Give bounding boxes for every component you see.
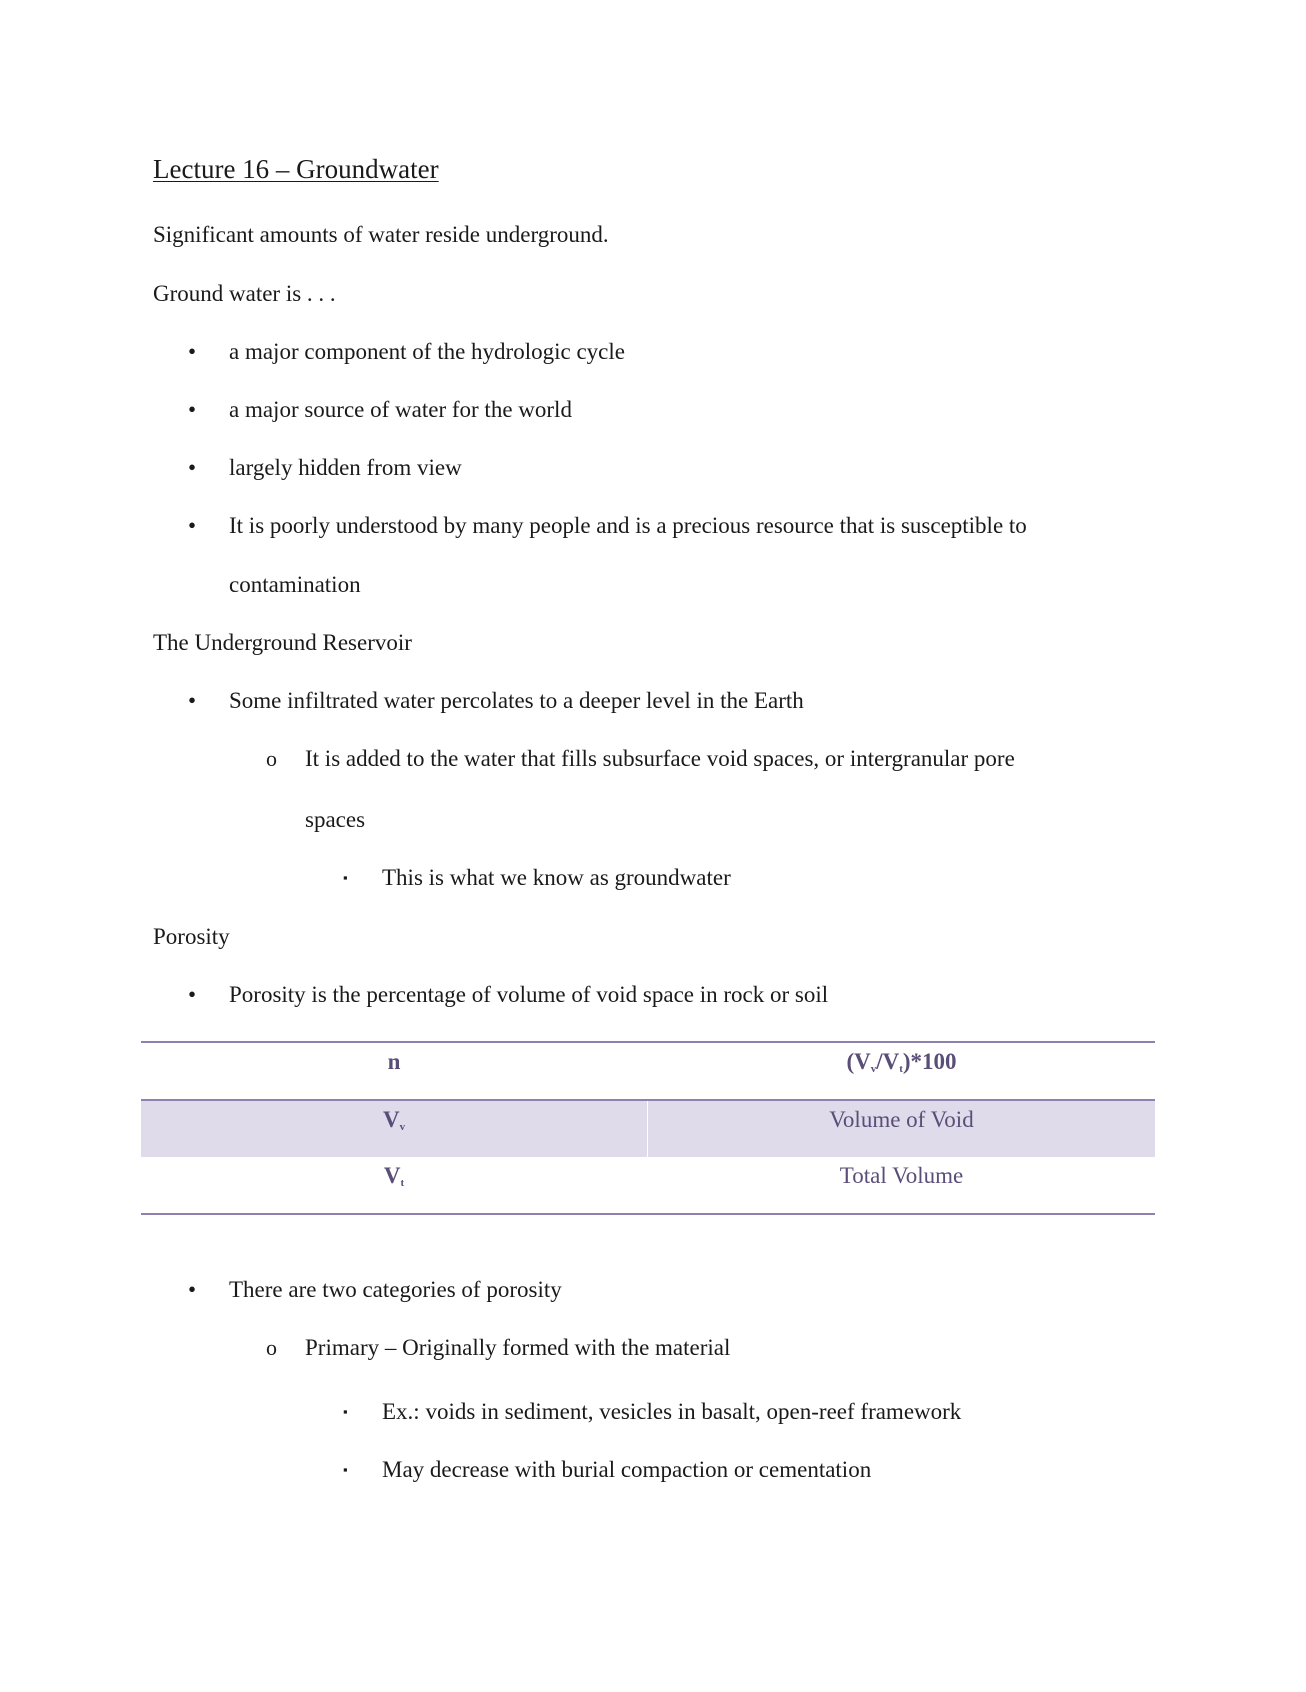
table-cell-formula (648, 1043, 1155, 1099)
bullet-marker: • (188, 513, 197, 538)
formula-part: (V (846, 1049, 871, 1074)
table-row (141, 1101, 1155, 1157)
symbol-vt (384, 1161, 404, 1198)
porosity-heading: Porosity (153, 924, 230, 949)
symbol-letter: V (382, 1107, 400, 1132)
bullet-marker: • (188, 339, 197, 364)
table-cell-symbol (141, 1157, 648, 1213)
sub-list-item-continuation: spaces (305, 807, 366, 832)
symbol-letter: V (383, 1163, 401, 1188)
bullet-marker: • (188, 455, 197, 480)
intro-text: Significant amounts of water reside underground. (153, 222, 609, 247)
sub-sub-list-item: This is what we know as groundwater (382, 865, 731, 890)
bullet-marker: • (188, 1277, 197, 1302)
list-item: It is poorly understood by many people and is a precious resource that is susceptible to (229, 513, 1027, 538)
list-item: a major component of the hydrologic cycle (229, 339, 625, 364)
sub-sub-bullet-marker: ▪ (343, 1404, 348, 1419)
table-row (141, 1043, 1155, 1101)
list-item: There are two categories of porosity (229, 1277, 562, 1302)
table-row (141, 1157, 1155, 1213)
table-cell-symbol (141, 1101, 648, 1157)
list-item-continuation: contamination (229, 572, 361, 597)
sub-bullet-marker: o (266, 746, 277, 771)
sub-sub-bullet-marker: ▪ (343, 870, 348, 885)
ground-water-lead: Ground water is . . . (153, 281, 336, 306)
table-cell-meaning: Total Volume (839, 1163, 964, 1188)
symbol-subscript: t (400, 1177, 405, 1189)
list-item: Porosity is the percentage of volume of void space in rock or soil (229, 982, 829, 1007)
sub-list-item: Primary – Originally formed with the material (305, 1335, 731, 1360)
formula-subscript: t (899, 1063, 903, 1075)
table-cell-meaning: Volume of Void (829, 1107, 974, 1132)
list-item: largely hidden from view (229, 455, 462, 480)
sub-sub-list-item: May decrease with burial compaction or cementation (382, 1457, 872, 1482)
list-item: a major source of water for the world (229, 397, 572, 422)
formula-part: /V (876, 1049, 900, 1074)
list-item: Some infiltrated water percolates to a deeper level in the Earth (229, 688, 804, 713)
sub-sub-bullet-marker: ▪ (343, 1462, 348, 1477)
table-cell-symbol (141, 1043, 648, 1099)
page-title: Lecture 16 – Groundwater (153, 154, 439, 184)
porosity-formula (846, 1047, 956, 1084)
symbol-n: n (387, 1049, 401, 1074)
sub-sub-list-item: Ex.: voids in sediment, vesicles in basalt, open-reef framework (382, 1399, 962, 1424)
formula-subscript: v (870, 1063, 877, 1075)
symbol-subscript: v (399, 1121, 406, 1133)
symbol-vv (383, 1105, 405, 1142)
reservoir-heading: The Underground Reservoir (153, 630, 412, 655)
sub-bullet-marker: o (266, 1335, 277, 1360)
porosity-table (141, 1041, 1155, 1215)
bullet-marker: • (188, 982, 197, 1007)
bullet-marker: • (188, 397, 197, 422)
sub-list-item: It is added to the water that fills subsurface void spaces, or intergranular pore (305, 746, 1015, 771)
bullet-marker: • (188, 688, 197, 713)
formula-part: )*100 (902, 1049, 957, 1074)
